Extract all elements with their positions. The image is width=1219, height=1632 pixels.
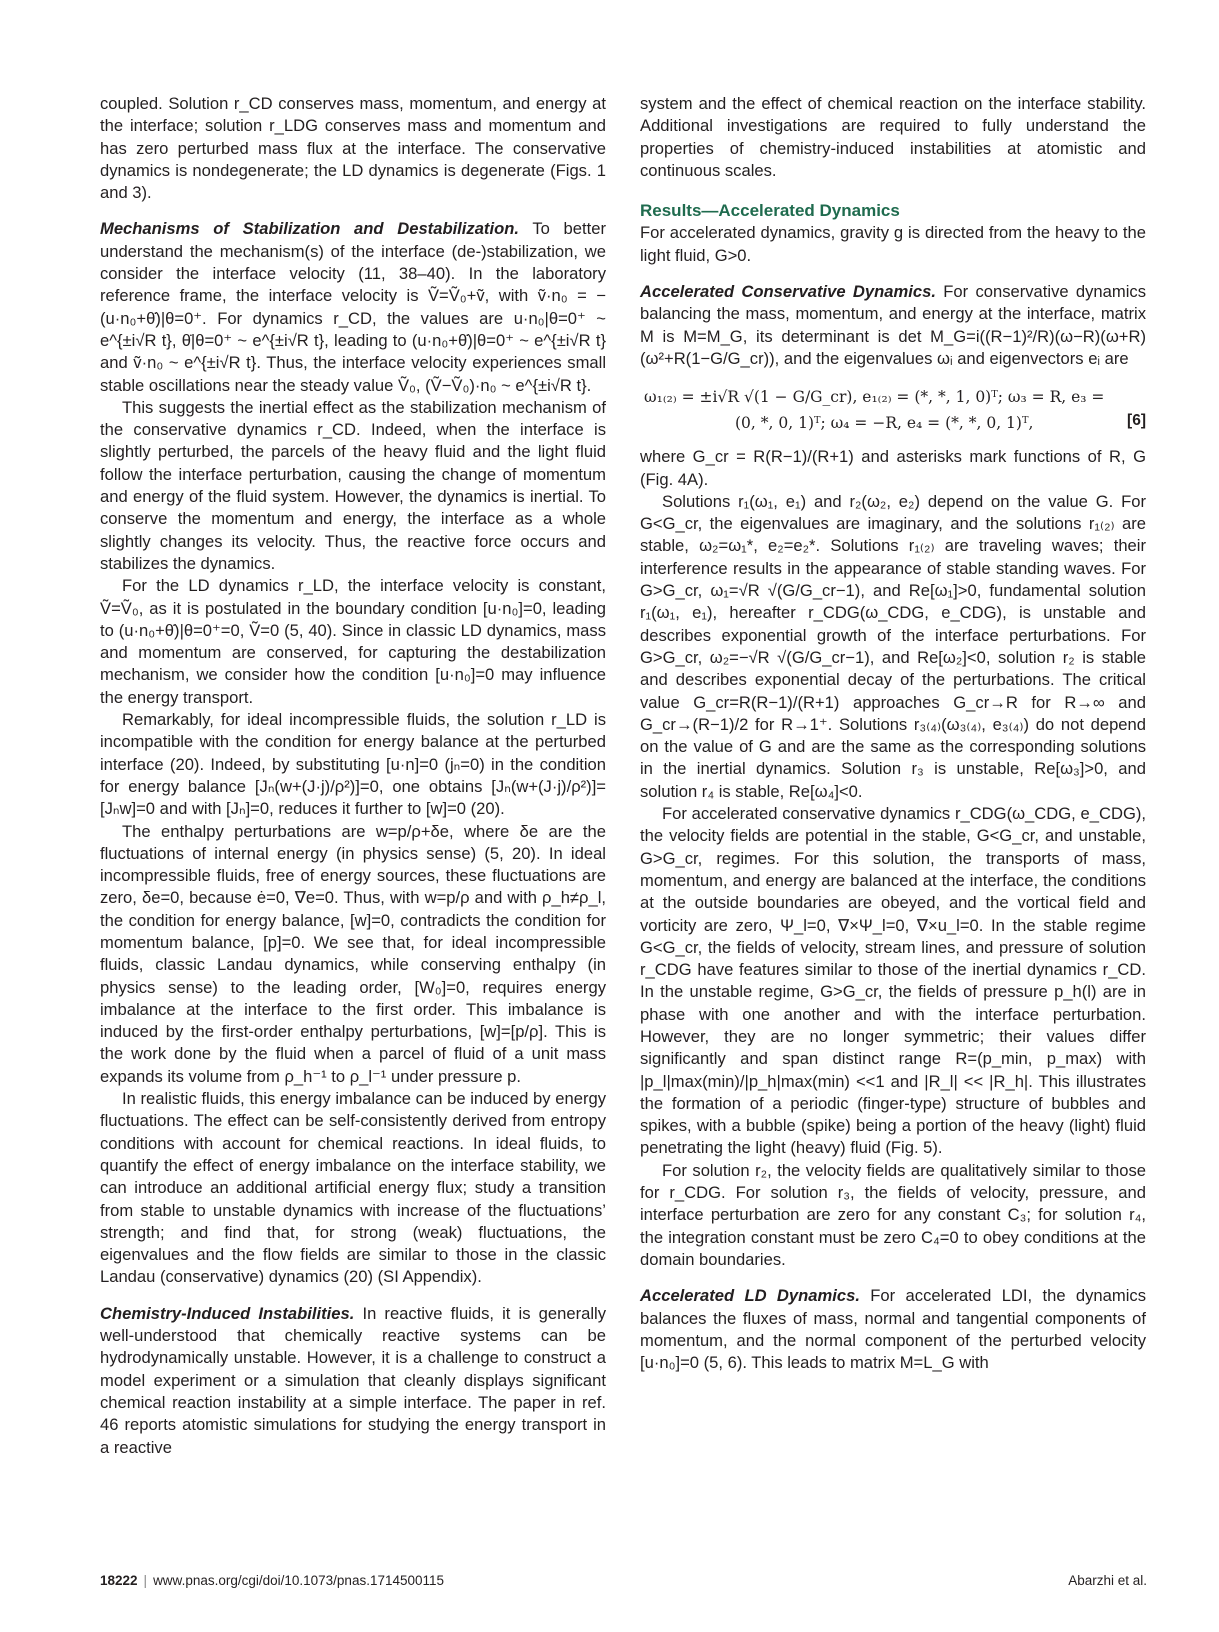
paragraph: For accelerated conservative dynamics r_CDG(ω_CDG, e_CDG), the velocity fields are potential in the stable, G<G_cr, and unstable, G>G_cr, regimes. For this solution, the transports of mass, momentum, and energy are balanced at the interface, the conditions at the outside boundaries are obeyed, and the vortical field and vorticity are zero, Ψ_l=0, ∇×Ψ_l=0, ∇×u_l=0. In the stable regime G<G_cr, the fields of velocity, stream lines, and pressure of solution r_CDG have features similar to those of the inertial dynamics r_CD. In the unstable regime, G>G_cr, the fields of pressure p_h(l) are in phase with one another and with the interface perturbation. However, they are no longer symmetric; their values differ significantly and span distinct range R=(p_min, p_max) with |p_l|max(min)/|p_h|max(min) <<1 and |R_l| << |R_h|. This illustrates the formation of a periodic (finger-type) structure of bubbles and spikes, with a bubble (spike) being a portion of the heavy (light) fluid penetrating the light (heavy) fluid (Fig. 5). [640,804,1146,1158]
run-in-heading: Chemistry-Induced Instabilities. [100,1303,355,1323]
left-column [100,93,606,1459]
footer-separator: | [143,1573,148,1588]
page-number: 18222 [100,1573,138,1588]
paragraph: For the LD dynamics r_LD, the interface velocity is constant, Ṽ=Ṽ₀, as it is postulated in the boundary condition [u·n₀]=0, leading to (u·n₀+θ̇)|θ=0⁺=0, Ṽ=0 (5, 40). Since in classic LD dynamics, mass and momentum are conserved, for capturing the destabilization mechanism, we consider how the condition [u·n₀]=0 may influence the energy transport. [100,576,606,707]
paragraph: where G_cr = R(R−1)/(R+1) and asterisks mark functions of R, G (Fig. 4A). [640,447,1146,489]
paragraph-chemistry [100,1303,606,1459]
section-heading: Results—Accelerated Dynamics [640,201,900,221]
paragraph: coupled. Solution r_CD conserves mass, momentum, and energy at the interface; solution r_LDG conserves mass and momentum and has zero perturbed mass flux at the interface. The conservative dynamics is nondegenerate; the LD dynamics is degenerate (Figs. 1 and 3). [100,94,606,203]
paragraph-text: To better understand the mechanism(s) of the interface (de-)stabilization, we consider the interface velocity (11, 38–40). In the laboratory reference frame, the interface velocity is Ṽ=Ṽ₀+ṽ, with ṽ·n₀ = −(u·n₀+θ̇)|θ=0⁺. For dynamics r_CD, the values are u·n₀|θ=0⁺ ~ e^{±i√R t}, θ̇|θ=0⁺ ~ e^{±i√R t}, leading to (u·n₀+θ̇)|θ=0⁺ ~ e^{±i√R t} and ṽ·n₀ ~ e^{±i√R t}. Thus, the interface velocity experiences small stable oscillations near the steady value Ṽ₀, (Ṽ−Ṽ₀)·n₀ ~ e^{±i√R t}. [100,219,606,395]
paragraph-mechanisms [100,218,606,396]
doi-link[interactable]: www.pnas.org/cgi/doi/10.1073/pnas.1714500115 [153,1573,445,1588]
paragraph: For accelerated dynamics, gravity g is directed from the heavy to the light fluid, G>0. [640,223,1146,265]
run-in-heading: Mechanisms of Stabilization and Destabilization. [100,219,519,239]
paragraph-conservative [640,281,1146,370]
footer-left [100,1573,444,1588]
equation-line: ω₁₍₂₎ = ±i√R √(1 − G/G_cr), e₁₍₂₎ = (*, *, 1, 0)ᵀ; ω₃ = R, e₃ = [644,388,1105,407]
run-in-heading: Accelerated Conservative Dynamics. [640,282,936,302]
paragraph: The enthalpy perturbations are w=p/ρ+δe, where δe are the fluctuations of internal energy (in physics sense) (5, 20). In ideal incompressible fluids, free of energy sources, these fluctuations are zero, δe=0, because ė=0, ∇e=0. Thus, with w=p/ρ and with ρ_h≠ρ_l, the condition for energy balance, [w]=0, contradicts the condition for momentum balance, [p]=0. We see that, for ideal incompressible fluids, classic Landau dynamics, while conserving enthalpy (in physics sense) to the leading order, [W₀]=0, requires energy imbalance at the interface to the first order. This imbalance is induced by the first-order enthalpy perturbations, [w]=[p/ρ]. This is the work done by the fluid when a parcel of fluid of a unit mass expands its volume from ρ_h⁻¹ to ρ_l⁻¹ under pressure p. [100,821,606,1086]
paragraph: This suggests the inertial effect as the stabilization mechanism of the conservative dynamics r_CD. Indeed, when the interface is slightly perturbed, the parcels of the heavy fluid and the light fluid follow the interface perturbation, causing the change of momentum and energy of the fluid system. However, the dynamics is inertial. To conserve the momentum and energy, the interface as a whole slightly changes its velocity. Thus, the reactive force occurs and stabilizes the dynamics. [100,397,606,573]
paragraph-text: For accelerated LDI, the dynamics balances the fluxes of mass, normal and tangential components of momentum, and the normal component of the perturbed velocity [u·n₀]=0 (5, 6). This leads to matrix M=L_G with [640,1286,1146,1373]
paragraph: In realistic fluids, this energy imbalance can be induced by energy fluctuations. The effect can be self-consistently derived from entropy conditions with account for chemical reactions. In ideal fluids, to quantify the effect of energy imbalance on the interface stability, we can introduce an additional artificial energy flux; study a transition from stable to unstable dynamics with increase of the fluctuations’ strength; and find that, for strong (weak) fluctuations, the eigenvalues and the flow fields are similar to those in the classic Landau (conservative) dynamics (20) (SI Appendix). [100,1089,606,1287]
paragraph: Solutions r₁(ω₁, e₁) and r₂(ω₂, e₂) depend on the value G. For G<G_cr, the eigenvalues are imaginary, and the solutions r₁₍₂₎ are stable, ω₂=ω₁*, e₂=e₂*. Solutions r₁₍₂₎ are traveling waves; their interference results in the appearance of stable standing waves. For G>G_cr, ω₁=√R √(G/G_cr−1), and Re[ω₁]>0, fundamental solution r₁(ω₁, e₁), hereafter r_CDG(ω_CDG, e_CDG), is unstable and describes exponential growth of the interface perturbations. For G>G_cr, ω₂=−√R √(G/G_cr−1), and Re[ω₂]<0, solution r₂ is stable and describes exponential decay of the perturbations. The critical value G_cr=R(R−1)/(R+1) approaches G_cr→R for R→∞ and G_cr→(R−1)/2 for R→1⁺. Solutions r₃₍₄₎(ω₃₍₄₎, e₃₍₄₎) do not depend on the value of G and are the same as the corresponding solutions in the inertial dynamics. Solution r₃ is unstable, Re[ω₃]>0, and solution r₄ is stable, Re[ω₄]<0. [640,491,1146,801]
equation-number: [6] [1127,412,1146,430]
equation-line: (0, *, 0, 1)ᵀ; ω₄ = −R, e₄ = (*, *, 0, 1)ᵀ, [735,414,1034,433]
equation-6 [640,384,1146,436]
footer-authors: Abarzhi et al. [1068,1573,1147,1588]
paragraph: system and the effect of chemical reaction on the interface stability. Additional investigations are required to fully understand the properties of chemistry-induced instabilities at atomistic and continuous scales. [640,94,1146,180]
right-column [640,93,1146,1374]
paragraph-ld [640,1285,1146,1374]
paragraph: For solution r₂, the velocity fields are qualitatively similar to those for r_CDG. For solution r₃, the fields of velocity, pressure, and interface perturbation are zero for any constant C₃; for solution r₄, the integration constant must be zero C₄=0 to obey conditions at the domain boundaries. [640,1160,1146,1269]
paragraph-text: For conservative dynamics balancing the mass, momentum, and energy at the interface, matrix M is M=M_G, its determinant is det M_G=i((R−1)²/R)(ω−R)(ω+R)(ω²+R(1−G/G_cr)), and the eigenvalues ωᵢ and eigenvectors eᵢ are [640,282,1146,368]
paragraph: Remarkably, for ideal incompressible fluids, the solution r_LD is incompatible with the condition for energy balance at the perturbed interface (20). Indeed, by substituting [u·n]=0 (jₙ=0) in the condition for energy balance [Jₙ(w+(J·j)/ρ²)]=0, one obtains [Jₙ(w+(J·j)/ρ²)]=[Jₙw]=0 and with [Jₙ]=0, reduces it further to [w]=0 (20). [100,710,606,819]
run-in-heading: Accelerated LD Dynamics. [640,1286,860,1306]
paragraph-text: In reactive fluids, it is generally well-understood that chemically reactive systems can be hydrodynamically unstable. However, it is a challenge to construct a model experiment or a simulation that cleanly displays significant chemical reaction instability at a simple interface. The paper in ref. 46 reports atomistic simulations for studying the energy transport in a reactive [100,1303,606,1457]
